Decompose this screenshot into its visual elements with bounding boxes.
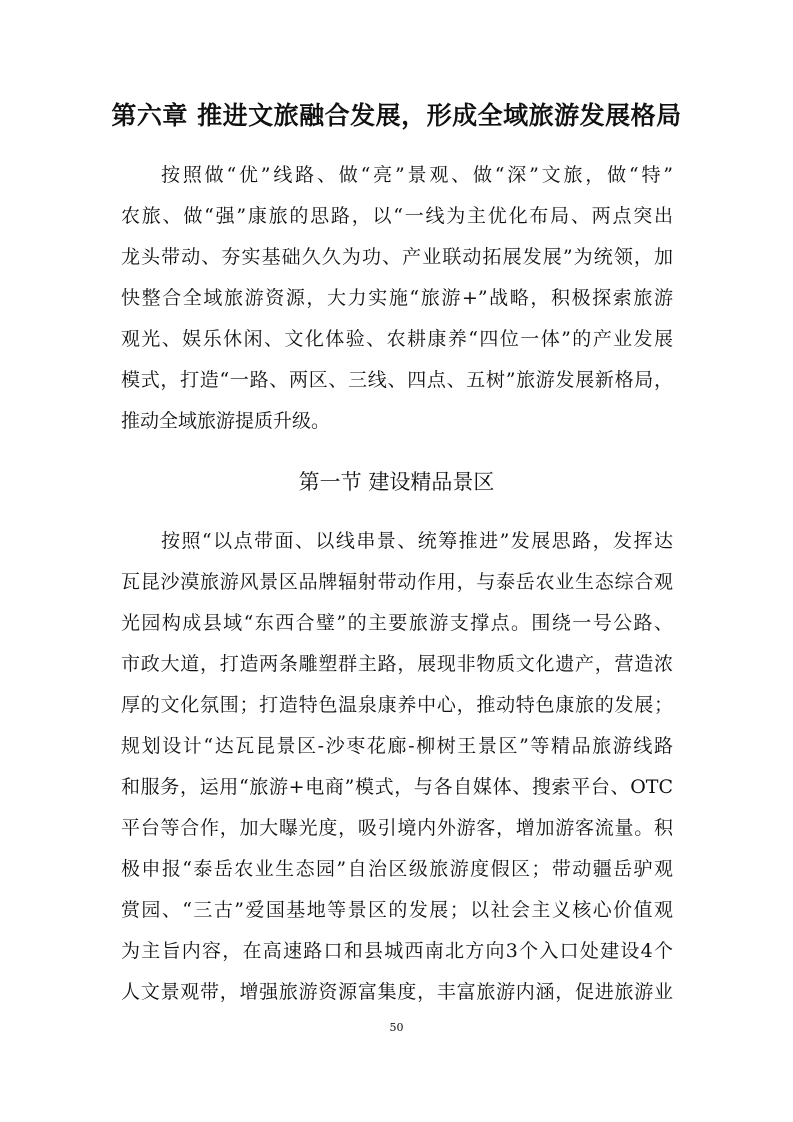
paragraph-line: 按照“以点带面、以线串景、统筹推进”发展思路，发挥达: [161, 530, 673, 552]
paragraph-line: 规划设计“达瓦昆景区-沙枣花廊-柳树王景区”等精品旅游线路: [121, 735, 673, 757]
paragraph-line: 市政大道，打造两条雕塑群主路，展现非物质文化遗产，营造浓: [121, 653, 673, 675]
section-title: 第一节 建设精品景区: [298, 470, 495, 494]
paragraph-line: 农旅、做“强”康旅的思路，以“一线为主优化布局、两点突出: [121, 205, 673, 227]
paragraph-line: 快整合全域旅游资源，大力实施“旅游+”战略，积极探索旅游: [121, 287, 673, 309]
paragraph-line: 厚的文化氛围；打造特色温泉康养中心，推动特色康旅的发展；: [121, 694, 673, 716]
paragraph-line: 模式，打造“一路、两区、三线、四点、五树”旅游发展新格局，: [121, 369, 673, 391]
paragraph-line: 推动全域旅游提质升级。: [121, 410, 331, 432]
paragraph-line: 极申报“泰岳农业生态园”自治区级旅游度假区；带动疆岳驴观: [121, 858, 673, 880]
paragraph-line: 光园构成县域“东西合璧”的主要旅游支撑点。围绕一号公路、: [121, 612, 673, 634]
paragraph-line: 按照做“优”线路、做“亮”景观、做“深”文旅，做“特”: [161, 164, 673, 186]
paragraph-line: 平台等合作，加大曝光度，吸引境内外游客，增加游客流量。积: [121, 817, 673, 839]
paragraph-line: 为主旨内容，在高速路口和县城西南北方向3个入口处建设4个: [121, 940, 673, 962]
paragraph-line: 赏园、“三古”爱国基地等景区的发展；以社会主义核心价值观: [121, 899, 673, 921]
paragraph-line: 瓦昆沙漠旅游风景区品牌辐射带动作用，与泰岳农业生态综合观: [121, 571, 673, 593]
paragraph-line: 人文景观带，增强旅游资源富集度，丰富旅游内涵，促进旅游业: [121, 981, 673, 1003]
page-number: 50: [389, 1021, 404, 1034]
paragraph-line: 观光、娱乐休闲、文化体验、农耕康养“四位一体”的产业发展: [121, 328, 673, 350]
chapter-title: 第六章 推进文旅融合发展，形成全域旅游发展格局: [111, 101, 682, 130]
paragraph-line: 和服务，运用“旅游+电商”模式，与各自媒体、搜索平台、OTC: [121, 776, 673, 798]
paragraph-line: 龙头带动、夯实基础久久为功、产业联动拓展发展”为统领，加: [121, 246, 673, 268]
